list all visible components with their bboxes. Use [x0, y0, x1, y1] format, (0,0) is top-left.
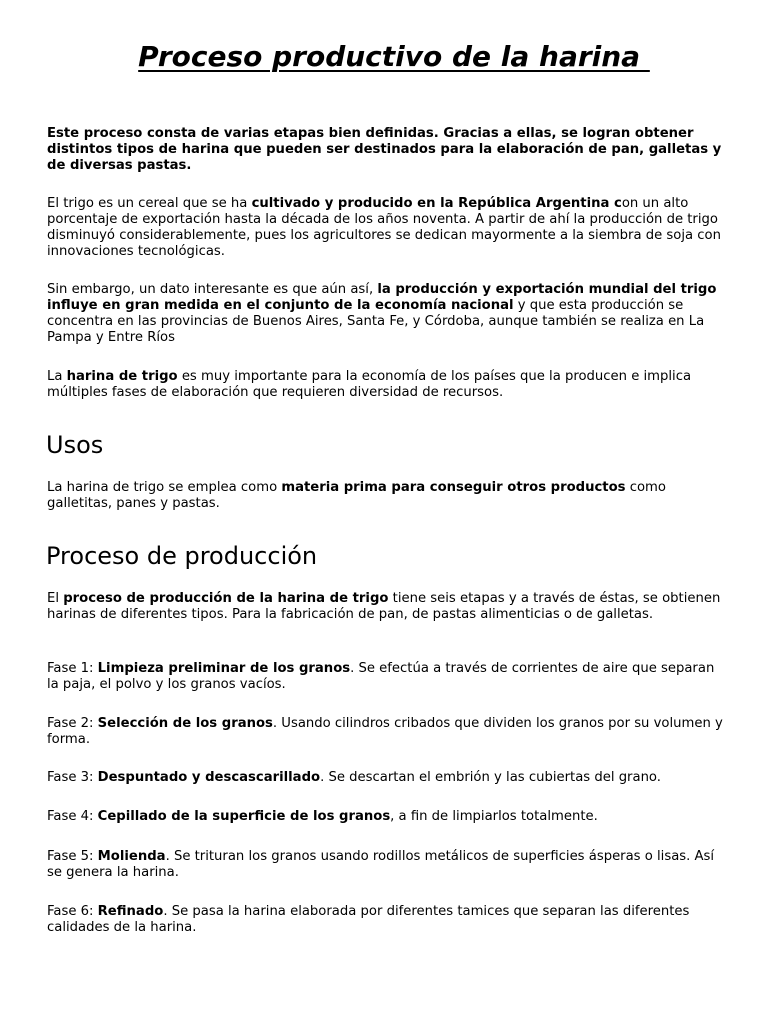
- fase-prefix: Fase 2:: [47, 716, 98, 731]
- paragraph-economia: [47, 282, 727, 346]
- fase-desc: , a fin de limpiarlos totalmente.: [390, 809, 598, 824]
- fase-name: Cepillado de la superficie de los granos: [97, 809, 391, 824]
- fase-prefix: Fase 3:: [47, 770, 98, 785]
- paragraph-text: es muy importante para la economía de los países que la producen e implica múltiples fases de elaboración que requieren diversidad de recursos.: [47, 369, 692, 400]
- fase-desc: . Usando cilindros cribados que dividen los granos por su volumen y forma.: [47, 716, 723, 747]
- fase-3: [47, 770, 727, 786]
- heading-usos: Usos: [46, 431, 104, 459]
- paragraph-cultivo: [47, 196, 727, 260]
- paragraph-text: on un alto porcentaje de exportación hasta la década de los años noventa. A partir de ahí la producción de trigo disminuyó considerablemente, pues los agricultores se dedican mayormente a la siembra de soja con innovaciones tecnológicas.: [47, 196, 721, 259]
- paragraph-bold: proceso de producción de la harina de trigo: [63, 591, 389, 606]
- fase-prefix: Fase 1:: [47, 661, 98, 676]
- paragraph-text: Sin embargo, un dato interesante es que aún así,: [47, 282, 378, 297]
- paragraph-text: La: [47, 369, 67, 384]
- paragraph-bold: la producción y exportación mundial del trigo influye en gran medida en el conjunto de la economía nacional: [47, 282, 717, 313]
- paragraph-text: y que esta producción se concentra en las provincias de Buenos Aires, Santa Fe, y Córdoba, aunque también se realiza en La Pampa y Entre Ríos: [47, 298, 705, 345]
- fase-desc: . Se descartan el embrión y las cubiertas del grano.: [320, 770, 661, 785]
- fase-5: [47, 849, 727, 881]
- fase-4: [47, 809, 727, 825]
- fase-1: [47, 661, 727, 693]
- intro-text: Este proceso consta de varias etapas bien definidas. Gracias a ellas, se logran obtener distintos tipos de harina que pueden ser destinados para la elaboración de pan, galletas y de diversas pastas.: [47, 126, 722, 173]
- paragraph-text: El: [47, 591, 64, 606]
- paragraph-proceso: [47, 591, 727, 623]
- fase-prefix: Fase 5:: [47, 849, 98, 864]
- paragraph-usos: [47, 480, 727, 512]
- fase-name: Selección de los granos: [97, 716, 273, 731]
- paragraph-bold: cultivado y producido en la República Argentina c: [251, 196, 622, 211]
- fase-name: Refinado: [97, 904, 164, 919]
- heading-proceso: Proceso de producción: [46, 542, 318, 570]
- fase-desc: . Se pasa la harina elaborada por diferentes tamices que separan las diferentes calidades de la harina.: [47, 904, 690, 935]
- intro-paragraph: [47, 126, 727, 174]
- fase-name: Despuntado y descascarillado: [97, 770, 321, 785]
- fase-desc: . Se trituran los granos usando rodillos metálicos de superficies ásperas o lisas. Así se genera la harina.: [47, 849, 715, 880]
- page-title: Proceso productivo de la harina: [138, 40, 650, 73]
- fase-name: Molienda: [97, 849, 166, 864]
- paragraph-text: como galletitas, panes y pastas.: [47, 480, 666, 511]
- fase-prefix: Fase 6:: [47, 904, 98, 919]
- paragraph-text: El trigo es un cereal que se ha: [47, 196, 252, 211]
- fase-2: [47, 716, 727, 748]
- fase-desc: . Se efectúa a través de corrientes de aire que separan la paja, el polvo y los granos vacíos.: [47, 661, 715, 692]
- fase-name: Limpieza preliminar de los granos: [97, 661, 351, 676]
- fase-prefix: Fase 4:: [47, 809, 98, 824]
- paragraph-text: La harina de trigo se emplea como: [47, 480, 282, 495]
- paragraph-bold: materia prima para conseguir otros productos: [281, 480, 626, 495]
- paragraph-text: tiene seis etapas y a través de éstas, se obtienen harinas de diferentes tipos. Para la fabricación de pan, de pastas alimenticias o de galletas.: [47, 591, 721, 622]
- fase-6: [47, 904, 727, 936]
- paragraph-harina: [47, 369, 727, 401]
- paragraph-bold: harina de trigo: [66, 369, 178, 384]
